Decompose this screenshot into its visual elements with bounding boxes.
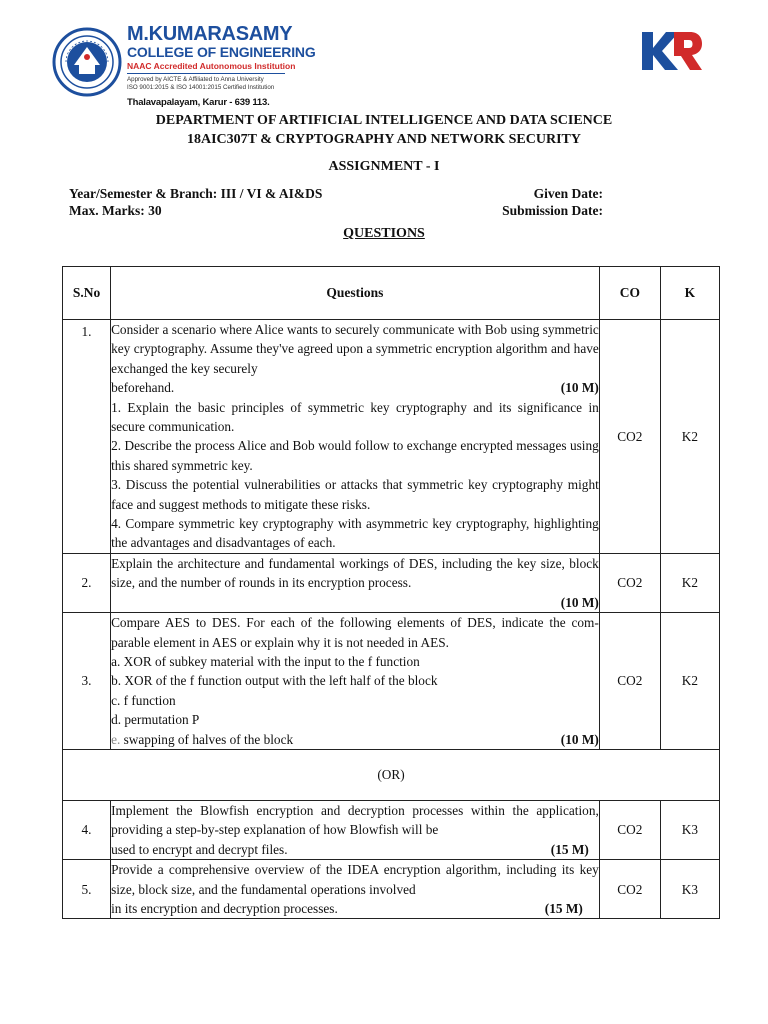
max-marks: Max. Marks: 30 [69,203,162,218]
header-k: K [660,267,719,320]
q1-intro-last: beforehand. [111,380,175,396]
q1-sno: 1. [63,320,111,554]
q4-text [111,800,600,859]
q3-item-c: c. f function [111,692,176,708]
q4-body-last: used to encrypt and decrypt files. [111,841,288,857]
table-row [63,320,720,554]
q1-part-4: 4. Compare symmetric key cryptography with asymmetric key cryptography, highlighting the advantages and disadvantages of each. [111,516,599,551]
table-row [63,860,720,919]
naac-line: NAAC Accredited Autonomous Institution [127,61,296,71]
approval-line-2: ISO 9001:2015 & ISO 14001:2015 Certified Institution [127,84,275,91]
given-date: Given Date: [533,186,603,201]
q1-part-2: 2. Describe the process Alice and Bob would follow to exchange encrypted messages using this shared symmetric key. [111,438,599,473]
q3-item-e [111,730,293,749]
submission-date: Submission Date: [502,203,603,218]
table-header-row [63,267,720,320]
q1-marks: (10 M) [560,380,599,396]
assignment-title: ASSIGNMENT - I [328,159,440,174]
q1-intro: Consider a scenario where Alice wants to securely communicate with Bob using symmetric key cryptography. Assume they've agreed upon a symmetric encryption algorithm and have exchanged the key securely [111,322,599,376]
q1-part-3: 3. Discuss the potential vulnerabilities or attacks that symmetric key cryptography might face and suggest methods to mitigate these risks. [111,477,599,512]
table-row [63,800,720,859]
q3-text [111,613,600,750]
kr-logo-icon [640,30,704,72]
q5-text [111,860,600,919]
q5-marks: (15 M) [544,900,583,916]
q4-k: K3 [660,800,719,859]
q3-marks: (10 M) [560,731,599,747]
q3-co: CO2 [599,613,660,750]
questions-table [62,266,720,919]
q5-sno: 5. [63,860,111,919]
q3-item-e-text: swapping of halves of the block [120,731,294,747]
q3-item-a: a. XOR of subkey material with the input to the f function [111,653,420,669]
assignment-meta [69,185,603,219]
q1-intro-last-line [111,378,599,397]
q3-last-line [111,730,599,749]
q3-k: K2 [660,613,719,750]
table-row [63,613,720,750]
letterhead [0,0,768,112]
q2-sno: 2. [63,553,111,612]
q2-co: CO2 [599,553,660,612]
q4-sno: 4. [63,800,111,859]
q4-body: Implement the Blowfish encryption and decryption processes within the application, providing a step-by-step explanation of how Blowfish will be [111,802,599,838]
q3-sno: 3. [63,613,111,750]
q1-part-1: 1. Explain the basic principles of symmetric key cryptography and its significance in secure communication. [111,399,599,435]
q3-item-b: b. XOR of the f function output with the left half of the block [111,673,438,689]
approval-line-1: Approved by AICTE & Affiliated to Anna University [127,76,264,83]
q5-k: K3 [660,860,719,919]
q4-marks: (15 M) [550,841,589,857]
department-title: DEPARTMENT OF ARTIFICIAL INTELLIGENCE AND DATA SCIENCE [155,113,613,128]
q4-last-line [111,840,599,859]
q1-text [111,320,600,554]
q2-k: K2 [660,553,719,612]
table-row [63,553,720,612]
header-questions: Questions [111,267,600,320]
q3-intro: Compare AES to DES. For each of the following elements of DES, indicate the com- parable element in AES or explain why it is not needed in AES. [111,615,599,650]
q3-item-e-prefix: e. [111,731,121,747]
year-branch: Year/Semester & Branch: III / VI & AI&DS [69,186,323,201]
q4-co: CO2 [599,800,660,859]
or-row [63,749,720,800]
header-co: CO [599,267,660,320]
college-name-block [127,24,357,109]
college-subtitle: COLLEGE OF ENGINEERING [127,44,316,60]
q1-co: CO2 [599,320,660,554]
q3-item-d: d. permutation P [111,712,200,728]
q5-last-line [111,899,599,918]
or-separator: (OR) [63,749,720,800]
q5-body-last: in its encryption and decryption processes. [111,900,338,916]
questions-heading: QUESTIONS [343,226,425,241]
q2-marks: (10 M) [560,594,599,610]
college-seal-icon [52,27,122,97]
divider [127,73,285,74]
q5-co: CO2 [599,860,660,919]
college-address: Thalavapalayam, Karur - 639 113. [127,97,270,108]
course-title: 18AIC307T & CRYPTOGRAPHY AND NETWORK SECURITY [186,132,581,147]
header-sno: S.No [63,267,111,320]
college-name: M.KUMARASAMY [127,23,293,45]
q2-body: Explain the architecture and fundamental workings of DES, including the key size, block size, and the number of rounds in its encryption process. [111,555,599,591]
q2-text [111,553,600,612]
q1-k: K2 [660,320,719,554]
q5-body: Provide a comprehensive overview of the IDEA encryption algorithm, including its key size, block size, and the fundamental operations involved [111,862,599,897]
